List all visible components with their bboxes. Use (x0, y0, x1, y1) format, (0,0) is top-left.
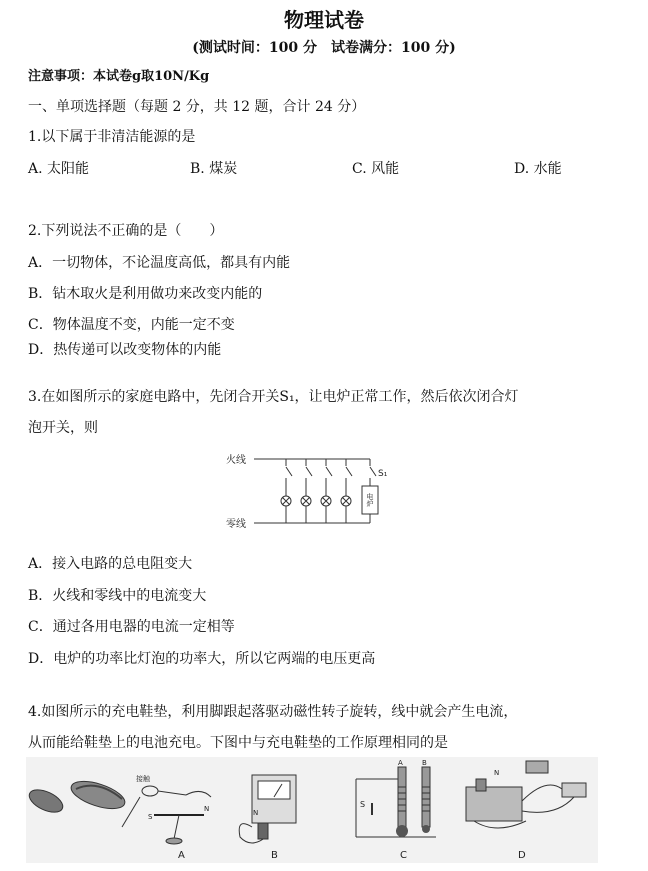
figure-c-b-label: B (422, 759, 427, 767)
switch-s1-label: S₁ (378, 469, 388, 479)
q1-option-d: D. 水能 (514, 161, 562, 177)
figure-c-label: C (400, 850, 407, 861)
question-3-stem-line-1: 3.在如图所示的家庭电路中，先闭合开关S₁，让电炉正常工作，然后依次闭合灯 (28, 389, 519, 405)
q3-option-d: D．电炉的功率比灯泡的功率大，所以它两端的电压更高 (28, 651, 376, 667)
heater-branch (362, 459, 378, 523)
lamp-branch-4 (341, 459, 352, 523)
q3-option-c: C．通过各用电器的电流一定相等 (28, 619, 235, 635)
household-circuit-diagram (220, 448, 390, 532)
neutral-wire-label: 零线 (226, 519, 246, 530)
q1-option-a: A. 太阳能 (28, 161, 90, 177)
heater-label: 电炉 (366, 493, 374, 507)
charging-insole-figures (26, 757, 598, 863)
q3-option-a: A．接入电路的总电阻变大 (28, 556, 193, 572)
figure-b-n-label: N (253, 809, 259, 817)
figure-d-label: D (518, 850, 526, 861)
figure-a-contact-label: 接触 (136, 775, 150, 783)
figure-c-s-label: S (360, 800, 366, 809)
question-4-stem-line-1: 4.如图所示的充电鞋垫，利用脚跟起落驱动磁性转子旋转，线中就会产生电流， (28, 704, 518, 720)
question-4-stem-line-2: 从而能给鞋垫上的电池充电。下图中与充电鞋垫的工作原理相同的是 (28, 735, 448, 751)
figure-d-n-label: N (494, 769, 500, 777)
question-1-stem: 1.以下属于非清洁能源的是 (28, 129, 196, 145)
section-heading: 一、单项选择题（每题 2 分，共 12 题，合计 24 分） (28, 99, 366, 115)
q2-option-c: C．物体温度不变，内能一定不变 (28, 317, 235, 333)
q1-option-c: C. 风能 (352, 161, 400, 177)
figure-a-label: A (178, 850, 185, 861)
figure-c-a-label: A (398, 759, 403, 767)
paper-title: 物理试卷 (284, 8, 364, 32)
exam-notice: 注意事项：本试卷g取10N/Kg (28, 69, 210, 84)
figure-a-n-label: N (204, 805, 210, 813)
paper-subtitle: (测试时间：100 分 试卷满分：100 分) (192, 40, 456, 56)
q1-option-b: B. 煤炭 (190, 161, 238, 177)
question-3-stem-line-2: 泡开关，则 (28, 420, 98, 436)
q2-option-d: D．热传递可以改变物体的内能 (28, 342, 222, 358)
question-2-stem: 2.下列说法不正确的是（ ） (28, 223, 224, 239)
figure-a-s-label: S (148, 813, 153, 821)
q3-option-b: B．火线和零线中的电流变大 (28, 588, 207, 604)
lamp-branch-2 (301, 459, 312, 523)
live-wire-label: 火线 (226, 455, 246, 466)
q2-option-b: B．钻木取火是利用做功来改变内能的 (28, 286, 263, 302)
lamp-branch-1 (281, 459, 292, 523)
q2-option-a: A．一切物体，不论温度高低，都具有内能 (28, 255, 291, 271)
lamp-branch-3 (321, 459, 332, 523)
figure-b-label: B (271, 850, 278, 861)
